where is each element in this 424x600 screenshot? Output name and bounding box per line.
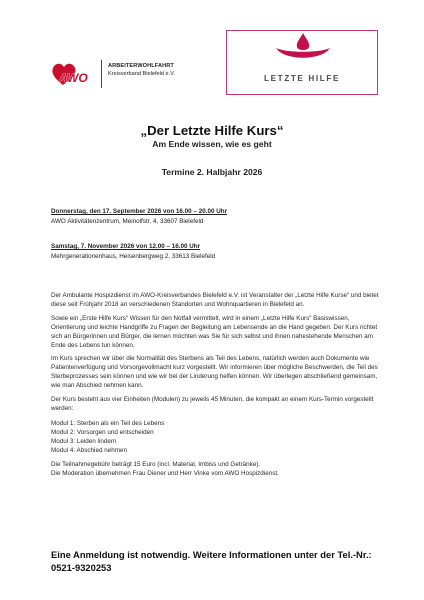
registration-notice: Eine Anmeldung ist notwendig. Weitere Informationen unter der Tel.-Nr.: 0521-9320253: [51, 549, 372, 573]
page-title: „Der Letzte Hilfe Kurs“: [140, 123, 284, 138]
letzte-hilfe-badge-text: LETZTE HILFE: [263, 74, 341, 83]
body-text: [51, 292, 381, 479]
org-line-1: ARBEITERWOHLFAHRT: [108, 63, 174, 69]
svg-text:AWO: AWO: [59, 71, 88, 85]
date-location: Mehrgenerationenhaus, Heisenbergweg 2, 33613 Bielefeld: [51, 253, 216, 260]
module-item: Modul 3: Leiden lindern: [51, 438, 117, 446]
date-location: AWO Aktivitätenzentrum, Meinolfstr. 4, 33607 Bielefeld: [51, 218, 204, 225]
page-subtitle: Am Ende wissen, wie es geht: [152, 139, 272, 149]
awo-heart-logo-icon: [50, 60, 98, 88]
organization-name: [108, 62, 175, 78]
moderation-line: Die Moderation übernehmen Frau Diener und Herr Vinke vom AWO Hospizdienst.: [51, 469, 279, 477]
module-item: Modul 1: Sterben als ein Teil des Lebens: [51, 419, 165, 427]
date-line: Donnerstag, den 17. September 2026 von 16.00 – 20.00 Uhr: [51, 208, 228, 215]
paragraph: Der Kurs besteht aus vier Einheiten (Modulen) zu jeweils 45 Minuten, die kompakt an einem Kurs-Termin vorgestellt werden:: [51, 396, 374, 412]
letzte-hilfe-logo: [226, 30, 378, 95]
fee-line: Die Teilnahmegebühr beträgt 15 Euro (incl. Material, Imbiss und Getränke).: [51, 460, 261, 468]
module-item: Modul 2: Vorsorgen und entscheiden: [51, 429, 154, 437]
paragraph: Im Kurs sprechen wir über die Normalität des Sterbens als Teil des Lebens, natürlich werden auch Dokumente wie Patientenverfügung und Vorsorgevollmacht kurz vorgestellt. Wir informieren über mögliche Beschwerden, die Teil des Sterbeprozesses sein können und wie wir bei der Linderung helfen können. Wir überlegen abschließend gemeinsam, wie man Abschied nehmen kann.: [51, 355, 378, 390]
paragraph: Sowie ein „Erste Hilfe Kurs“ Wissen für den Notfall vermittelt, wird in einem „Letzte Hilfe Kurs“ Basiswissen, Orientierung und leichte Handgriffe zu Fragen der Begleitung am Lebensende an die Hand gegeben. Der Kurs richtet sich an Bürgerinnen und Bürger, die lernen möchten was Sie für sich selbst und ihnen nahestehende Menschen am Ende des Lebens tun können.: [51, 314, 378, 349]
paragraph: Der Ambulante Hospizdienst im AWO-Kreisverbandes Bielefeld e.V. ist Veranstalter der „Letzte Hilfe Kurse“ und bietet diese seit Frühjahr 2018 an verschiedenen Standorten und Wohnquartieren in Bielefeld an.: [51, 292, 379, 308]
org-line-2: Kreisverband Bielefeld e.V.: [108, 71, 175, 77]
date-line: Samstag, 7. November 2026 von 12.00 – 16.00 Uhr: [51, 243, 201, 250]
date-entry: [51, 207, 227, 227]
module-item: Modul 4: Abschied nehmen: [51, 447, 127, 455]
logo-divider: [101, 60, 102, 88]
module-list: [51, 419, 381, 456]
date-entry: [51, 242, 215, 262]
flame-bowl-icon: [272, 31, 334, 67]
termine-heading: Termine 2. Halbjahr 2026: [161, 167, 263, 177]
